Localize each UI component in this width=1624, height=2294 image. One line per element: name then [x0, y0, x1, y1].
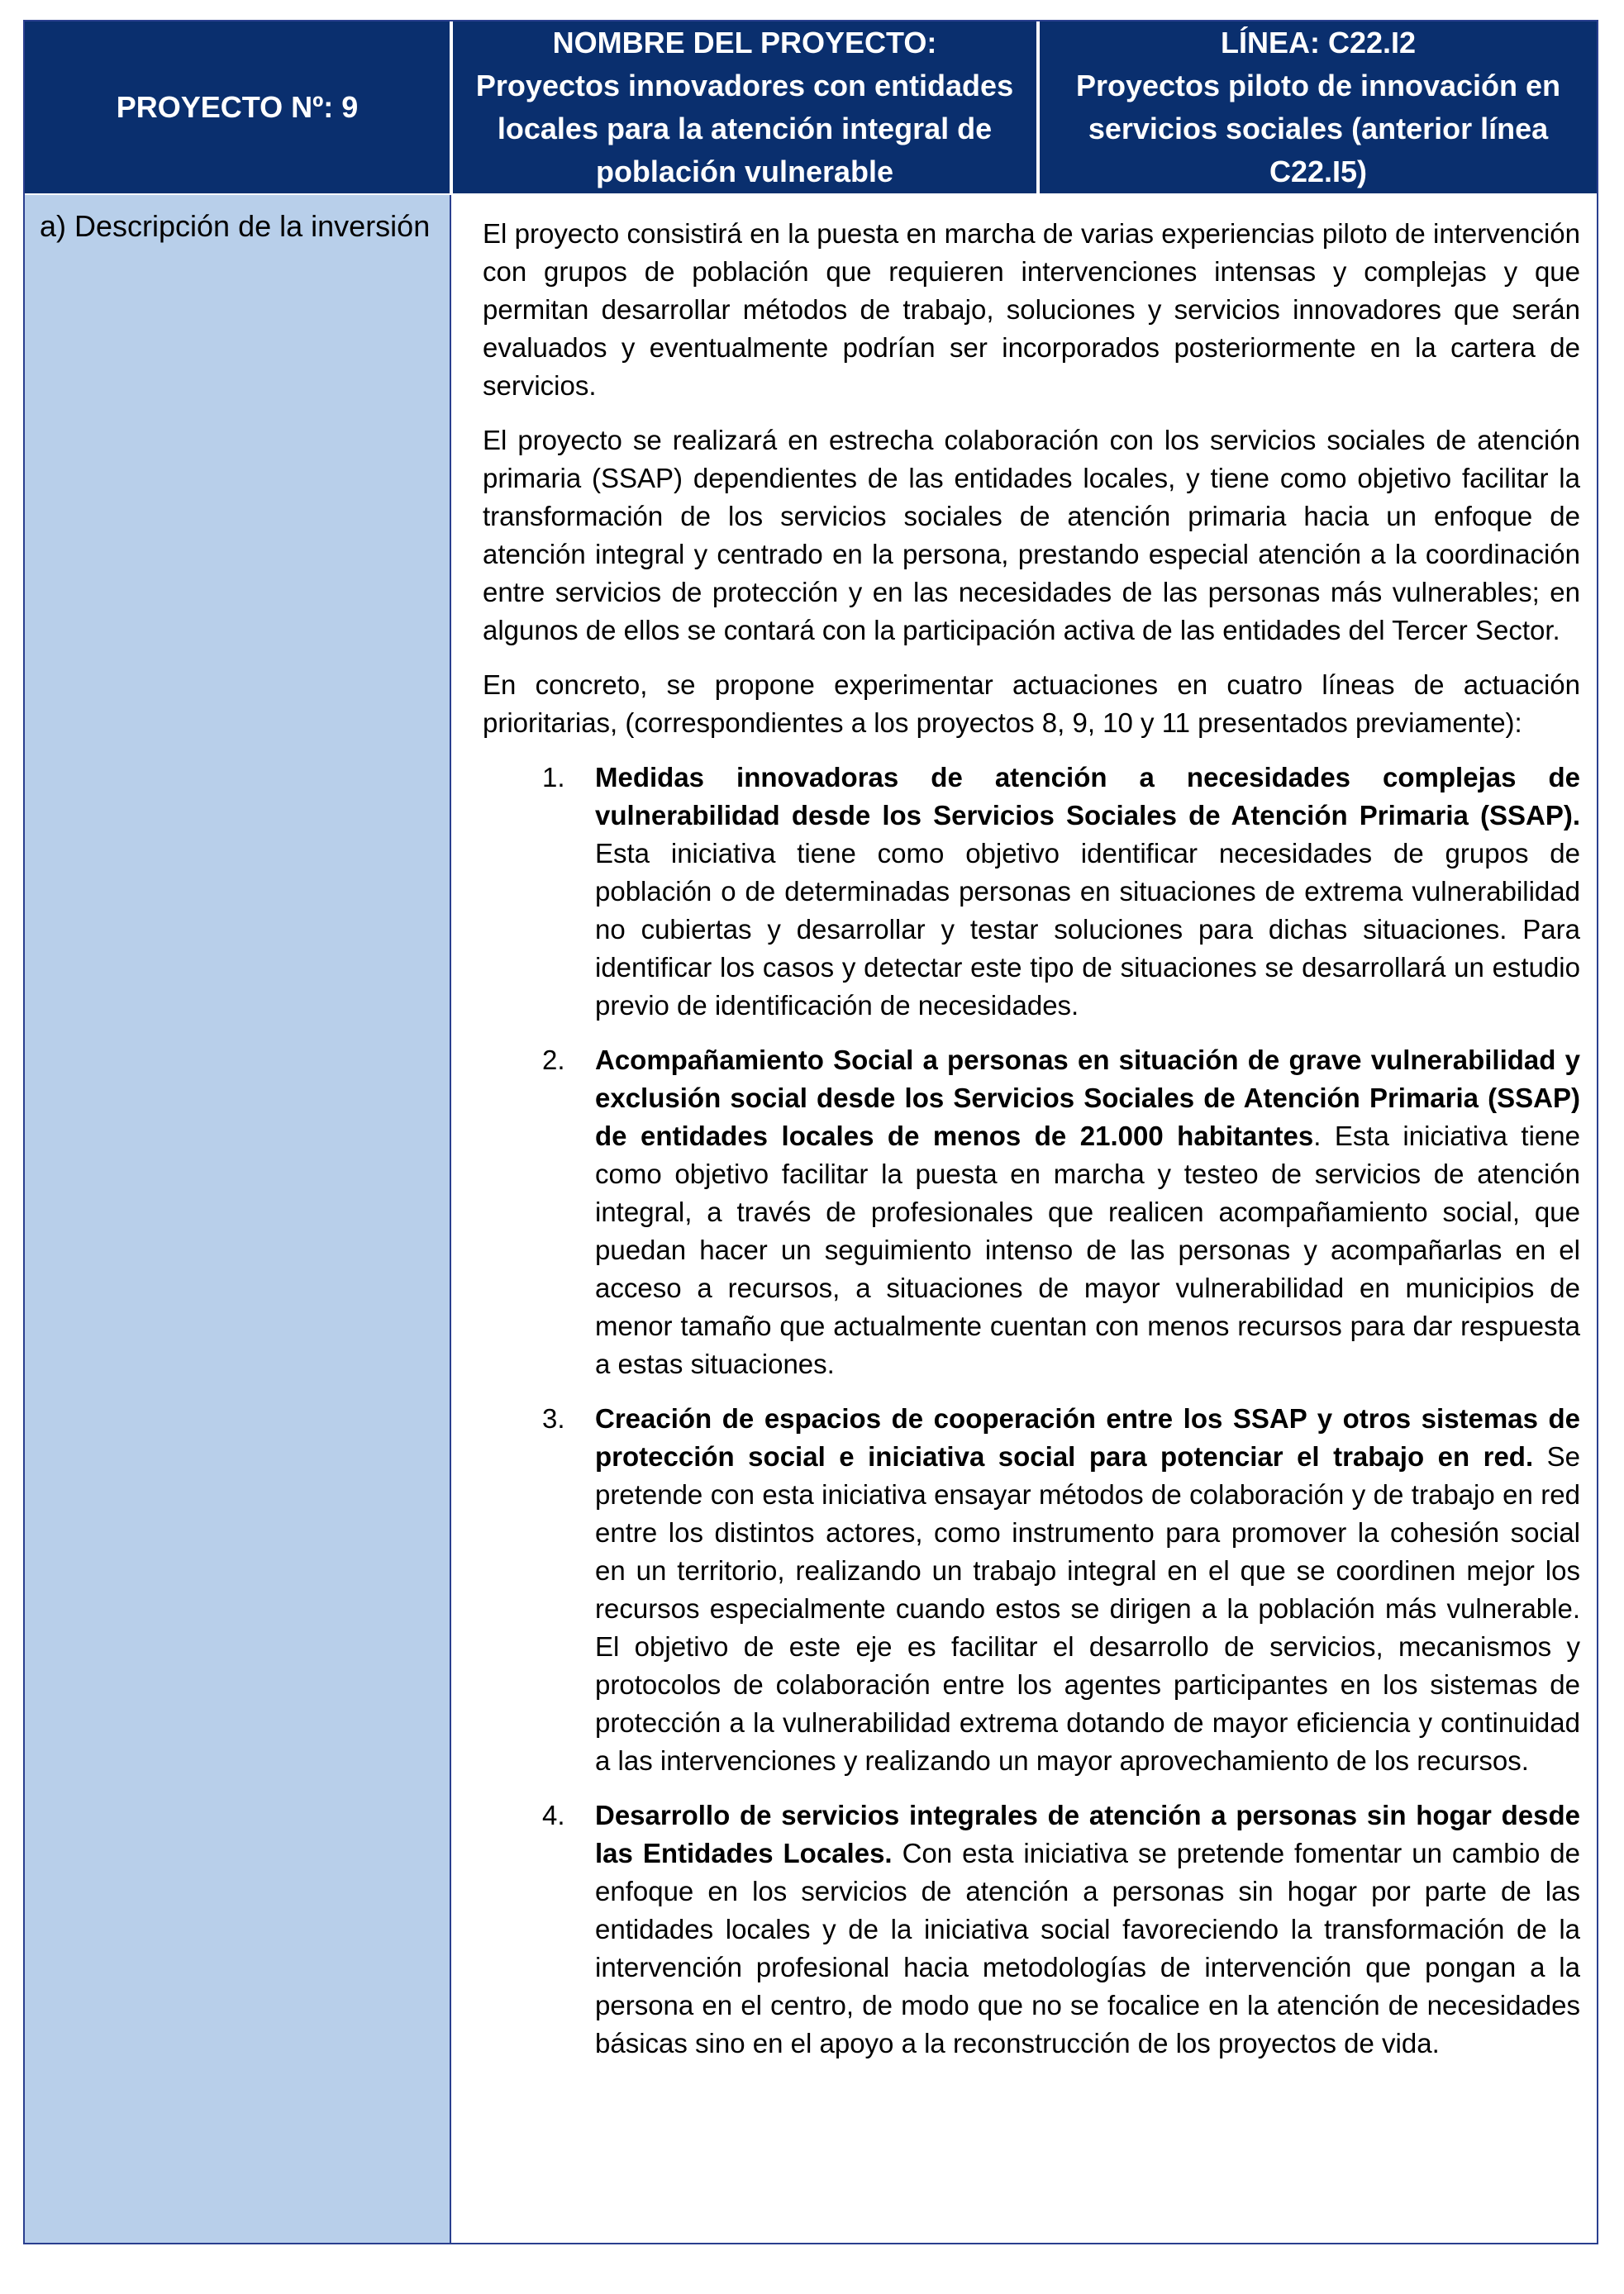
- section-label-cell: [25, 195, 451, 2243]
- list-item: [483, 1797, 1580, 2063]
- list-item-number: 4.: [542, 1800, 565, 1830]
- project-line-code: LÍNEA: C22.I2: [1220, 26, 1417, 59]
- list-item-title: Medidas innovadoras de atención a necesidades complejas de vulnerabilidad desde los Servicios Sociales de Atención Primaria (SSAP).: [595, 762, 1580, 831]
- project-number: PROYECTO Nº: 9: [116, 90, 359, 124]
- project-number-header: [25, 21, 451, 193]
- description-paragraph: El proyecto consistirá en la puesta en marcha de varias experiencias piloto de intervención con grupos de población que requieren intervenciones intensas y complejas y que permitan desarrollar métodos de trabajo, soluciones y servicios innovadores que serán evaluados y eventualmente podrían ser incorporados posteriormente en la cartera de servicios.: [483, 218, 1580, 401]
- list-item-number: 3.: [542, 1403, 565, 1434]
- list-item-number: 2.: [542, 1045, 565, 1075]
- list-item-text: . Esta iniciativa tiene como objetivo facilitar la puesta en marcha y testeo de servicios de atención integral, a través de profesionales que realicen acompañamiento social, que puedan hacer un seguimiento intenso de las personas y acompañarlas en el acceso a recursos, a situaciones de mayor vulnerabilidad en municipios de menor tamaño que actualmente cuentan con menos recursos para dar respuesta a estas situaciones.: [595, 1121, 1580, 1379]
- list-item-text: Se pretende con esta iniciativa ensayar métodos de colaboración y de trabajo en red entre los distintos actores, como instrumento para promover la cohesión social en un territorio, realizando un trabajo integral en el que se coordinen mejor los recursos especialmente cuando estos se dirigen a la población más vulnerable. El objetivo de este eje es facilitar el desarrollo de servicios, mecanismos y protocolos de colaboración entre los agentes participantes en los sistemas de protección a la vulnerabilidad extrema dotando de mayor eficiencia y continuidad a las intervenciones y realizando un mayor aprovechamiento de los recursos.: [595, 1441, 1580, 1776]
- project-line-name: Proyectos piloto de innovación en servicios sociales (anterior línea C22.I5): [1075, 69, 1561, 188]
- list-item: [483, 1041, 1580, 1383]
- list-item: [483, 759, 1580, 1025]
- description-paragraph: El proyecto se realizará en estrecha colaboración con los servicios sociales de atención primaria (SSAP) dependientes de las entidades locales, y tiene como objetivo facilitar la transformación de los servicios sociales de atención primaria hacia un enfoque de atención integral y centrado en la persona, prestando especial atención a la coordinación entre servicios de protección y en las necesidades de las personas más vulnerables; en algunos de ellos se contará con la participación activa de las entidades del Tercer Sector.: [483, 425, 1580, 645]
- description-cell: [453, 195, 1597, 2243]
- list-item-number: 1.: [542, 762, 565, 792]
- list-item-text: Esta iniciativa tiene como objetivo identificar necesidades de grupos de población o de determinadas personas en situaciones de extrema vulnerabilidad no cubiertas y desarrollar y testar soluciones para dichas situaciones. Para identificar los casos y detectar este tipo de situaciones se desarrollará un estudio previo de identificación de necesidades.: [595, 838, 1580, 1021]
- list-item-title: Desarrollo de servicios integrales de atención a personas sin hogar desde las Entidades Locales.: [595, 1800, 1580, 1868]
- list-item-title: Creación de espacios de cooperación entre los SSAP y otros sistemas de protección social e iniciativa social para potenciar el trabajo en red.: [595, 1403, 1580, 1472]
- section-label: a) Descripción de la inversión: [40, 209, 431, 243]
- project-table: [23, 20, 1598, 2244]
- description-paragraph: En concreto, se propone experimentar actuaciones en cuatro líneas de actuación prioritarias, (correspondientes a los proyectos 8, 9, 10 y 11 presentados previamente):: [483, 669, 1580, 738]
- project-name-header: [453, 21, 1038, 193]
- list-item-text: Con esta iniciativa se pretende fomentar un cambio de enfoque en los servicios de atención a personas sin hogar por parte de las entidades locales y de la iniciativa social favoreciendo la transformación de la intervención profesional hacia metodologías de intervención que pongan a la persona en el centro, de modo que no se focalice en la atención de necesidades básicas sino en el apoyo a la reconstrucción de los proyectos de vida.: [595, 1838, 1580, 2058]
- project-line-header: [1040, 21, 1597, 193]
- action-lines-list: [483, 759, 1580, 2063]
- list-item-title: Acompañamiento Social a personas en situación de grave vulnerabilidad y exclusión social desde los Servicios Sociales de Atención Primaria (SSAP) de entidades locales de menos de 21.000 habitantes: [595, 1045, 1580, 1151]
- list-item: [483, 1400, 1580, 1780]
- project-name: Proyectos innovadores con entidades locales para la atención integral de población vulnerable: [475, 69, 1014, 188]
- project-name-label: NOMBRE DEL PROYECTO:: [552, 26, 937, 59]
